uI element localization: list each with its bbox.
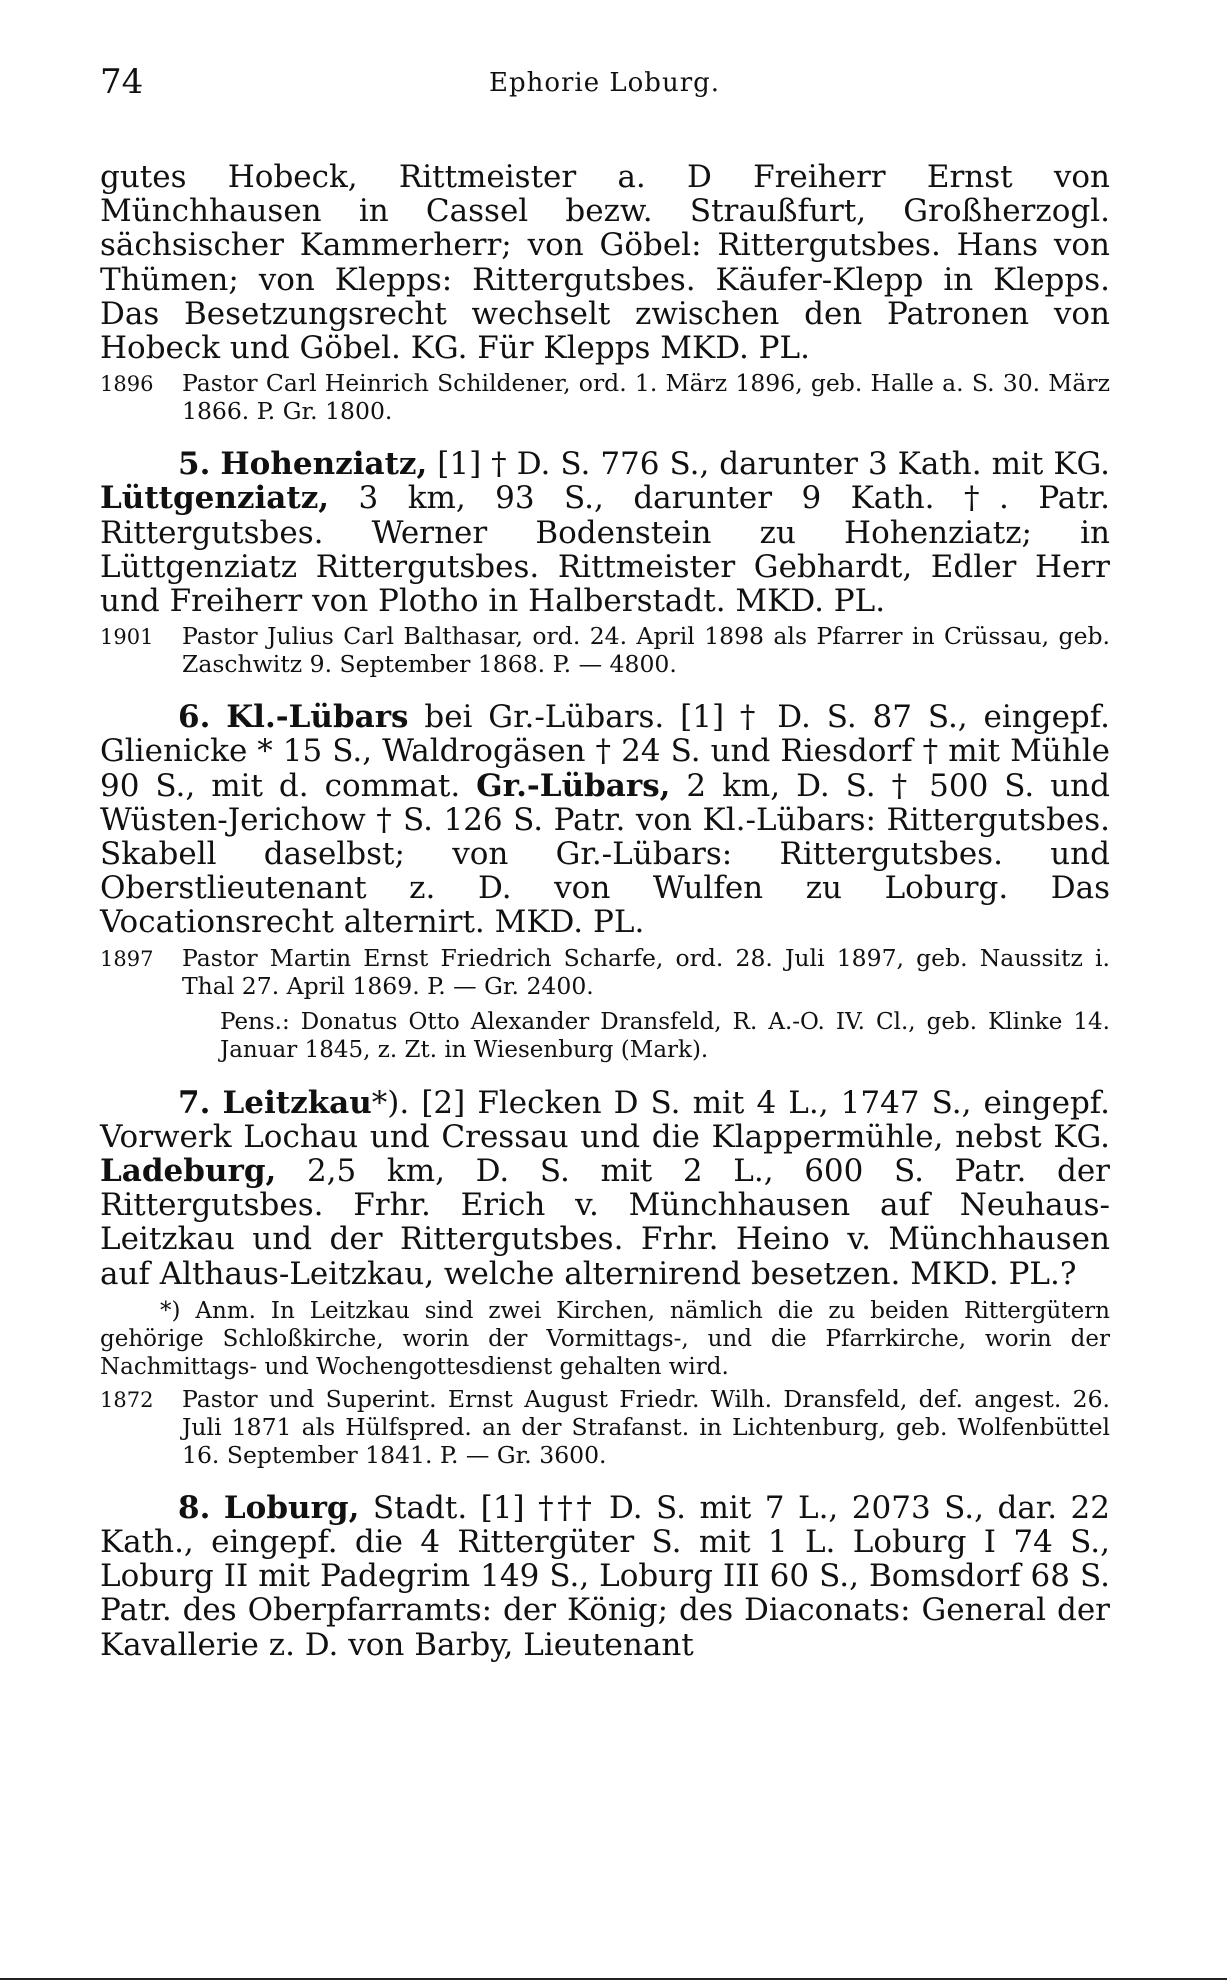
section-number: 5. [178, 446, 211, 483]
entry-year: 1901 [100, 625, 154, 650]
section-6-text [100, 700, 1110, 939]
section-number: 8. [178, 1489, 211, 1526]
entry-text: Pastor Carl Heinrich Schildener, ord. 1. März 1896, geb. Halle a. S. 30. März 1866. P. Gr. 1800. [182, 369, 1110, 426]
parish-name: Kl.-Lübars [226, 699, 409, 736]
section-body: *). [2] Flecken D S. mit 4 L., 1747 S., eingepf. Vorwerk Lochau und Cressau und die Klappermühle, nebst KG. [100, 1084, 1111, 1155]
section-7-text [100, 1086, 1110, 1291]
parish-name: Hohenziatz, [220, 446, 428, 483]
section-body: Stadt. [1] ††† D. S. mit 7 L., 2073 S., dar. 22 Kath., eingepf. die 4 Rittergüter S. mit 1 L. Loburg I 74 S., Loburg II mit Padegrim 149 S., Loburg III 60 S., Bomsdorf 68 S. Patr. des Oberpfarramts: der König; des Diaconats: General der Kavallerie z. D. von Barby, Lieutenant [100, 1489, 1111, 1663]
page-header [100, 62, 1109, 112]
pastor-entry [100, 369, 1110, 425]
filial-name: Ladeburg, [100, 1153, 277, 1190]
section-number: 7. [178, 1084, 211, 1121]
section-body: 2,5 km, D. S. mit 2 L., 600 S. Patr. der Rittergutsbes. Frhr. Erich v. Münchhausen auf Neuhaus-Leitzkau und der Rittergutsbes. Frhr. Heino v. Münchhausen auf Althaus-Leitzkau, welche alternirend besetzen. MKD. PL.? [100, 1153, 1110, 1292]
section-5-text [100, 447, 1110, 618]
running-title: Ephorie Loburg. [488, 68, 721, 98]
pensioner-note: Pens.: Donatus Otto Alexander Dransfeld, R. A.-O. IV. Cl., geb. Klinke 14. Januar 1845, z. Zt. in Wiesenburg (Mark). [220, 1008, 1110, 1063]
bottom-rule [0, 1978, 1227, 1980]
parish-name: Leitzkau [222, 1084, 372, 1121]
section-body: 2 km, D. S. † 500 S. und Wüsten-Jerichow † S. 126 S. Patr. von Kl.-Lübars: Rittergutsbes. Skabell daselbst; von Gr.-Lübars: Rittergutsbes. und Oberstlieutenant z. D. von Wulfen zu Loburg. Das Vocationsrecht alternirt. MKD. PL. [100, 767, 1110, 941]
entry-year: 1897 [100, 946, 154, 971]
parish-name: Loburg, [223, 1489, 360, 1526]
entry-year: 1872 [100, 1387, 154, 1412]
pastor-entry [100, 622, 1110, 678]
section-8-text [100, 1491, 1110, 1662]
footnote: *) Anm. In Leitzkau sind zwei Kirchen, nämlich die zu beiden Rittergütern gehörige Schloßkirche, worin der Vormittags-, und die Pfarrkirche, worin der Nachmittags- und Wochengottesdienst gehalten wird. [100, 1297, 1110, 1380]
entry-text: Pastor und Superint. Ernst August Friedr. Wilh. Dransfeld, def. angest. 26. Juli 1871 als Hülfspred. an der Strafanst. in Lichtenburg, geb. Wolfenbüttel 16. September 1841. P. — Gr. 3600. [182, 1384, 1110, 1469]
entry-text: Pastor Julius Carl Balthasar, ord. 24. April 1898 als Pfarrer in Crüssau, geb. Zaschwitz 9. September 1868. P. — 4800. [182, 622, 1110, 679]
filial-name: Lüttgenziatz, [100, 480, 330, 517]
section-body: bei Gr.-Lübars. [1] † D. S. 87 S., eingepf. Glienicke * 15 S., Waldrogäsen † 24 S. und Riesdorf † mit Mühle 90 S., mit d. commat. [100, 699, 1110, 804]
section-continuation-text: gutes Hobeck, Rittmeister a. D Freiherr Ernst von Münchhausen in Cassel bezw. Straußfurt, Großherzogl. sächsischer Kammerherr; von Göbel: Rittergutsbes. Hans von Thümen; von Klepps: Rittergutsbes. Käufer-Klepp in Klepps. Das Besetzungsrecht wechselt zwischen den Patronen von Hobeck und Göbel. KG. Für Klepps MKD. PL. [100, 159, 1110, 367]
entry-text: Pastor Martin Ernst Friedrich Scharfe, ord. 28. Juli 1897, geb. Naussitz i. Thal 27. April 1869. P. — Gr. 2400. [182, 943, 1110, 1000]
section-number: 6. [178, 699, 211, 736]
pastor-entry [100, 944, 1110, 1000]
section-body: [1] † D. S. 776 S., darunter 3 Kath. mit KG. [427, 446, 1110, 483]
entry-year: 1896 [100, 372, 154, 397]
page-content [100, 160, 1110, 1662]
pastor-entry [100, 1385, 1110, 1469]
page-number: 74 [100, 62, 144, 102]
section-body: 3 km, 93 S., darunter 9 Kath. †. Patr. Rittergutsbes. Werner Bodenstein zu Hohenziatz; in Lüttgenziatz Rittergutsbes. Rittmeister Gebhardt, Edler Herr und Freiherr von Plotho in Halberstadt. MKD. PL. [100, 480, 1110, 620]
filial-name: Gr.-Lübars, [476, 767, 671, 804]
